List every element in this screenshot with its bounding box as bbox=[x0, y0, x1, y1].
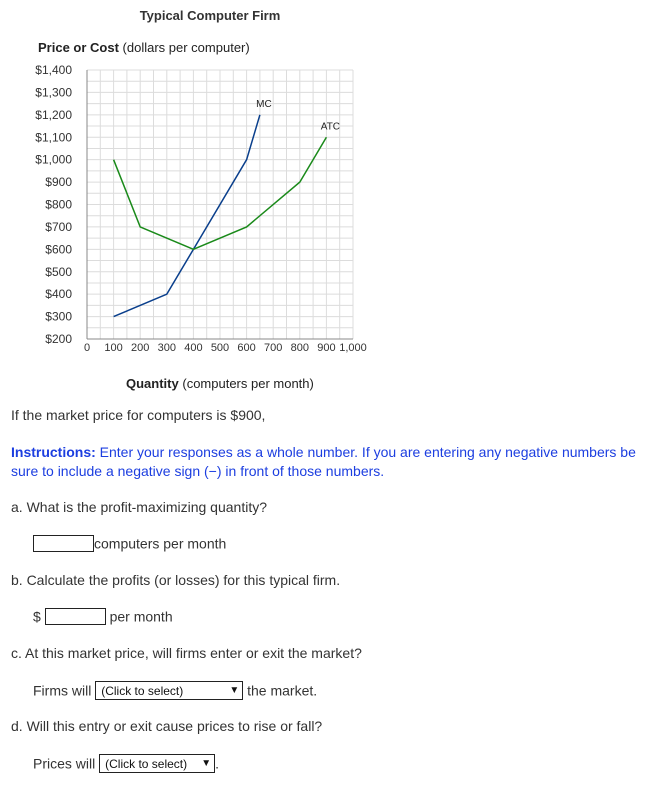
answer-a-unit: computers per month bbox=[94, 535, 227, 552]
x-tick-label: 300 bbox=[157, 342, 176, 354]
dollar-sign: $ bbox=[33, 608, 41, 625]
cost-curves-chart bbox=[0, 55, 420, 375]
rise-fall-select-value: (Click to select) bbox=[105, 756, 188, 771]
chart-title: Typical Computer Firm bbox=[139, 8, 281, 23]
y-axis-title-bold: Price or Cost bbox=[38, 40, 119, 55]
y-tick-label: $500 bbox=[45, 264, 72, 279]
y-axis-title bbox=[38, 40, 250, 55]
answer-d-prefix: Prices will bbox=[33, 755, 96, 772]
rise-fall-select[interactable] bbox=[99, 754, 215, 773]
y-tick-label: $900 bbox=[45, 175, 72, 190]
question-a: a. What is the profit-maximizing quantity? bbox=[11, 499, 267, 515]
question-d: d. Will this entry or exit cause prices to rise or fall? bbox=[11, 718, 323, 734]
x-tick-label: 400 bbox=[184, 342, 203, 354]
profit-answer-input[interactable] bbox=[45, 608, 106, 625]
y-tick-label: $1,400 bbox=[35, 63, 72, 77]
x-tick-label: 1,000 bbox=[339, 342, 367, 354]
x-tick-label: 800 bbox=[290, 342, 309, 354]
atc-curve-label: ATC bbox=[320, 121, 341, 133]
answer-b-unit: per month bbox=[109, 608, 173, 625]
question-intro: If the market price for computers is $900, bbox=[11, 407, 266, 423]
instructions-label: Instructions: bbox=[11, 444, 96, 460]
x-axis-title bbox=[126, 376, 314, 391]
y-tick-label: $200 bbox=[45, 332, 72, 346]
x-tick-label: 500 bbox=[210, 342, 230, 354]
y-tick-label: $1,000 bbox=[35, 152, 72, 167]
y-tick-label: $1,300 bbox=[35, 85, 72, 100]
x-tick-label: 100 bbox=[104, 342, 123, 354]
y-tick-label: $1,200 bbox=[35, 107, 72, 122]
instructions bbox=[11, 443, 641, 481]
y-tick-label: $800 bbox=[45, 197, 72, 212]
chevron-down-icon: ▼ bbox=[229, 685, 240, 696]
question-c: c. At this market price, will firms enter or exit the market? bbox=[11, 645, 362, 661]
chevron-down-icon: ▼ bbox=[201, 758, 212, 769]
answer-d-suffix: . bbox=[215, 755, 220, 772]
enter-exit-select-value: (Click to select) bbox=[101, 683, 184, 698]
y-tick-label: $600 bbox=[45, 242, 72, 257]
answer-c-prefix: Firms will bbox=[33, 682, 92, 699]
y-axis-title-rest: (dollars per computer) bbox=[122, 40, 250, 55]
x-tick-label: 900 bbox=[317, 342, 336, 354]
y-tick-label: $1,100 bbox=[35, 130, 72, 145]
quantity-answer-input[interactable] bbox=[33, 535, 94, 552]
answer-c-suffix: the market. bbox=[247, 682, 318, 699]
y-tick-label: $700 bbox=[45, 219, 72, 234]
question-b: b. Calculate the profits (or losses) for this typical firm. bbox=[11, 572, 341, 588]
y-tick-label: $300 bbox=[45, 309, 72, 324]
x-tick-label: 700 bbox=[264, 342, 283, 354]
answer-b-row bbox=[33, 607, 173, 625]
mc-curve-label: MC bbox=[256, 98, 272, 110]
enter-exit-select[interactable] bbox=[95, 681, 243, 700]
x-tick-label: 0 bbox=[83, 342, 91, 354]
x-tick-label: 600 bbox=[237, 342, 256, 354]
y-tick-label: $400 bbox=[45, 287, 72, 302]
answer-a-row bbox=[33, 534, 226, 552]
instructions-text: Enter your responses as a whole number. If you are entering any negative numbers be sure to include a negative sign (−) in front of those numbers. bbox=[11, 444, 636, 479]
answer-d-row bbox=[33, 754, 219, 773]
x-axis-title-bold: Quantity bbox=[126, 376, 179, 391]
answer-c-row bbox=[33, 681, 317, 700]
x-tick-label: 200 bbox=[131, 342, 150, 354]
x-axis-title-rest: (computers per month) bbox=[182, 376, 314, 391]
